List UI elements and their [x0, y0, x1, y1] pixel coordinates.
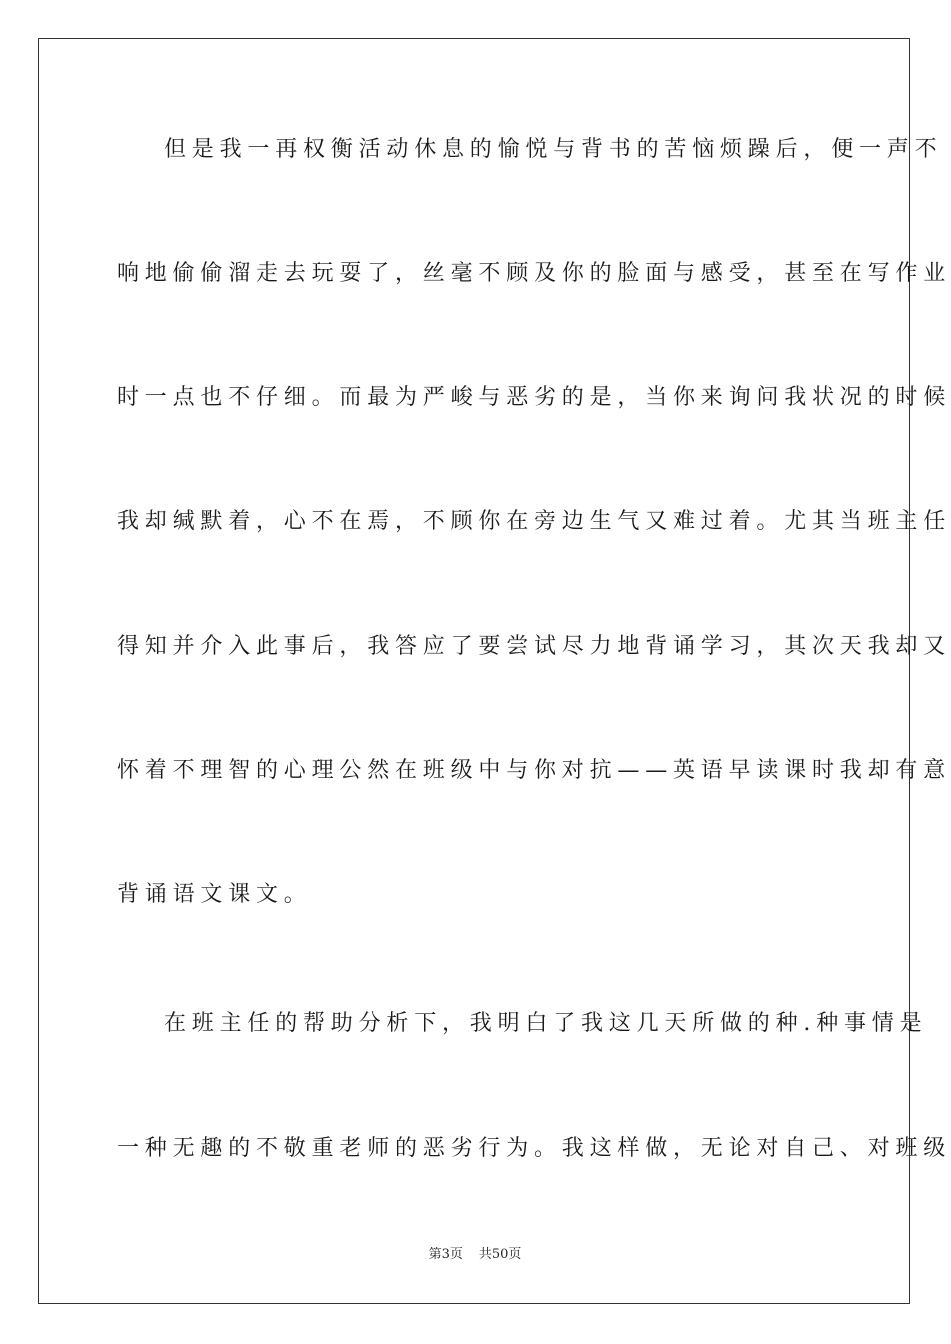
paragraph-line: 背诵语文课文。 — [117, 882, 312, 907]
paragraph-line: 但是我一再权衡活动休息的愉悦与背书的苦恼烦躁后，便一声不 — [164, 137, 943, 162]
paragraph-line: 得知并介入此事后，我答应了要尝试尽力地背诵学习，其次天我却又 — [117, 634, 951, 659]
page-total: 共50页 — [478, 1247, 522, 1262]
paragraph-line: 响地偷偷溜走去玩耍了，丝毫不顾及你的脸面与感受，甚至在写作业 — [117, 261, 951, 286]
page-number: 第3页 — [428, 1247, 463, 1262]
paragraph-line: 时一点也不仔细。而最为严峻与恶劣的是，当你来询问我状况的时候 — [117, 385, 951, 410]
paragraph-line: 在班主任的帮助分析下，我明白了我这几天所做的种.种事情是 — [164, 1011, 928, 1036]
page-footer — [0, 1246, 950, 1264]
paragraph-line: 我却缄默着，心不在焉，不顾你在旁边生气又难过着。尤其当班主任 — [117, 509, 951, 534]
paragraph-line: 一种无趣的不敬重老师的恶劣行为。我这样做，无论对自己、对班级 — [117, 1136, 951, 1161]
page-border — [38, 38, 951, 1304]
paragraph-line: 怀着不理智的心理公然在班级中与你对抗——英语早读课时我却有意 — [117, 758, 951, 783]
